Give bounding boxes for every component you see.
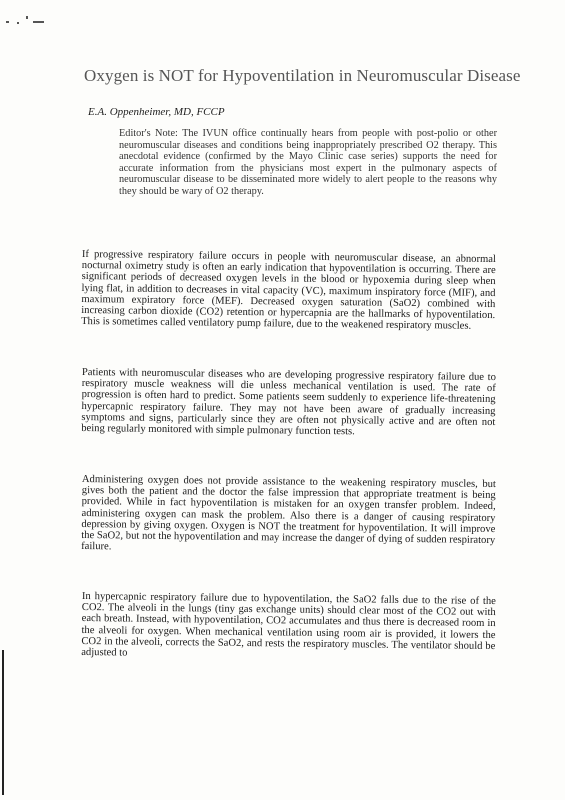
article-title: Oxygen is NOT for Hypoventilation in Neuromuscular Disease [84,66,521,85]
scan-speck [26,16,28,19]
article-author: E.A. Oppenheimer, MD, FCCP [88,106,225,118]
scan-edge-line [2,650,4,795]
scan-speck [33,21,44,23]
body-paragraph: If progressive respiratory failure occurs in people with neuromuscular disease, an abnormal nocturnal oximetry study is often an early indication that hypoventilation is occurring. There are significant periods of decreased oxygen levels in the blood or hypoxemia during sleep when lying flat, in addition to decreases in vital capacity (VC), maximum inspiratory force (MIF), and maximum expiratory force (MEF). Decreased oxygen saturation (SaO2) combined with increasing carbon dioxide (CO2) retention or hypercapnia are the hallmarks of hypoventilation. This is sometimes called ventilatory pump failure, due to the weakened respiratory muscles. [81,249,496,332]
editors-note: Editor's Note: The IVUN office continually hears from people with post-polio or other neuromuscular diseases and conditions being inappropriately prescribed O2 therapy. This anecdotal evidence (confirmed by the Mayo Clinic case series) supports the need for accurate information from the physicians most expert in the pulmonary aspects of neuromuscular disease to be disseminated more widely to alert people to the reasons why they should be wary of O2 therapy. [119,128,497,197]
body-paragraph: In hypercapnic respiratory failure due to hypoventilation, the SaO2 falls due to the rise of the CO2. The alveoli in the lungs (tiny gas exchange units) should clear most of the CO2 out with each breath. Instead, with hypoventilation, CO2 accumulates and thus there is decreased room in the alveoli for oxygen. When mechanical ventilation using room air is provided, it lowers the CO2 in the alveoli, corrects the SaO2, and rests the respiratory muscles. The ventilator should be adjusted to [81,591,496,659]
body-paragraph: Administering oxygen does not provide assistance to the weakening respiratory muscles, but gives both the patient and the doctor the false impression that appropriate treatment is being provided. While in fact hypoventilation is mistaken for an oxygen transfer problem. Indeed, administering oxygen can mask the problem. Also there is a danger of causing respiratory depression by giving oxygen. Oxygen is NOT the treatment for hypoventilation. It will improve the SaO2, but not the hypoventilation and may increase the danger of dying of sudden respiratory failure. [81,474,496,553]
scan-speck [17,22,19,24]
scan-speck [6,21,9,23]
body-paragraph: Patients with neuromuscular diseases who are developing progressive respiratory failure due to respiratory muscle weakness will die unless mechanical ventilation is used. The rate of progression is often hard to predict. Some patients seem suddenly to experience life-threatening hypercapnic respiratory failure. They may not have been aware of gradually increasing symptoms and signs, particularly since they are often not physically active and are often not being regularly monitored with simple pulmonary function tests. [81,367,496,438]
